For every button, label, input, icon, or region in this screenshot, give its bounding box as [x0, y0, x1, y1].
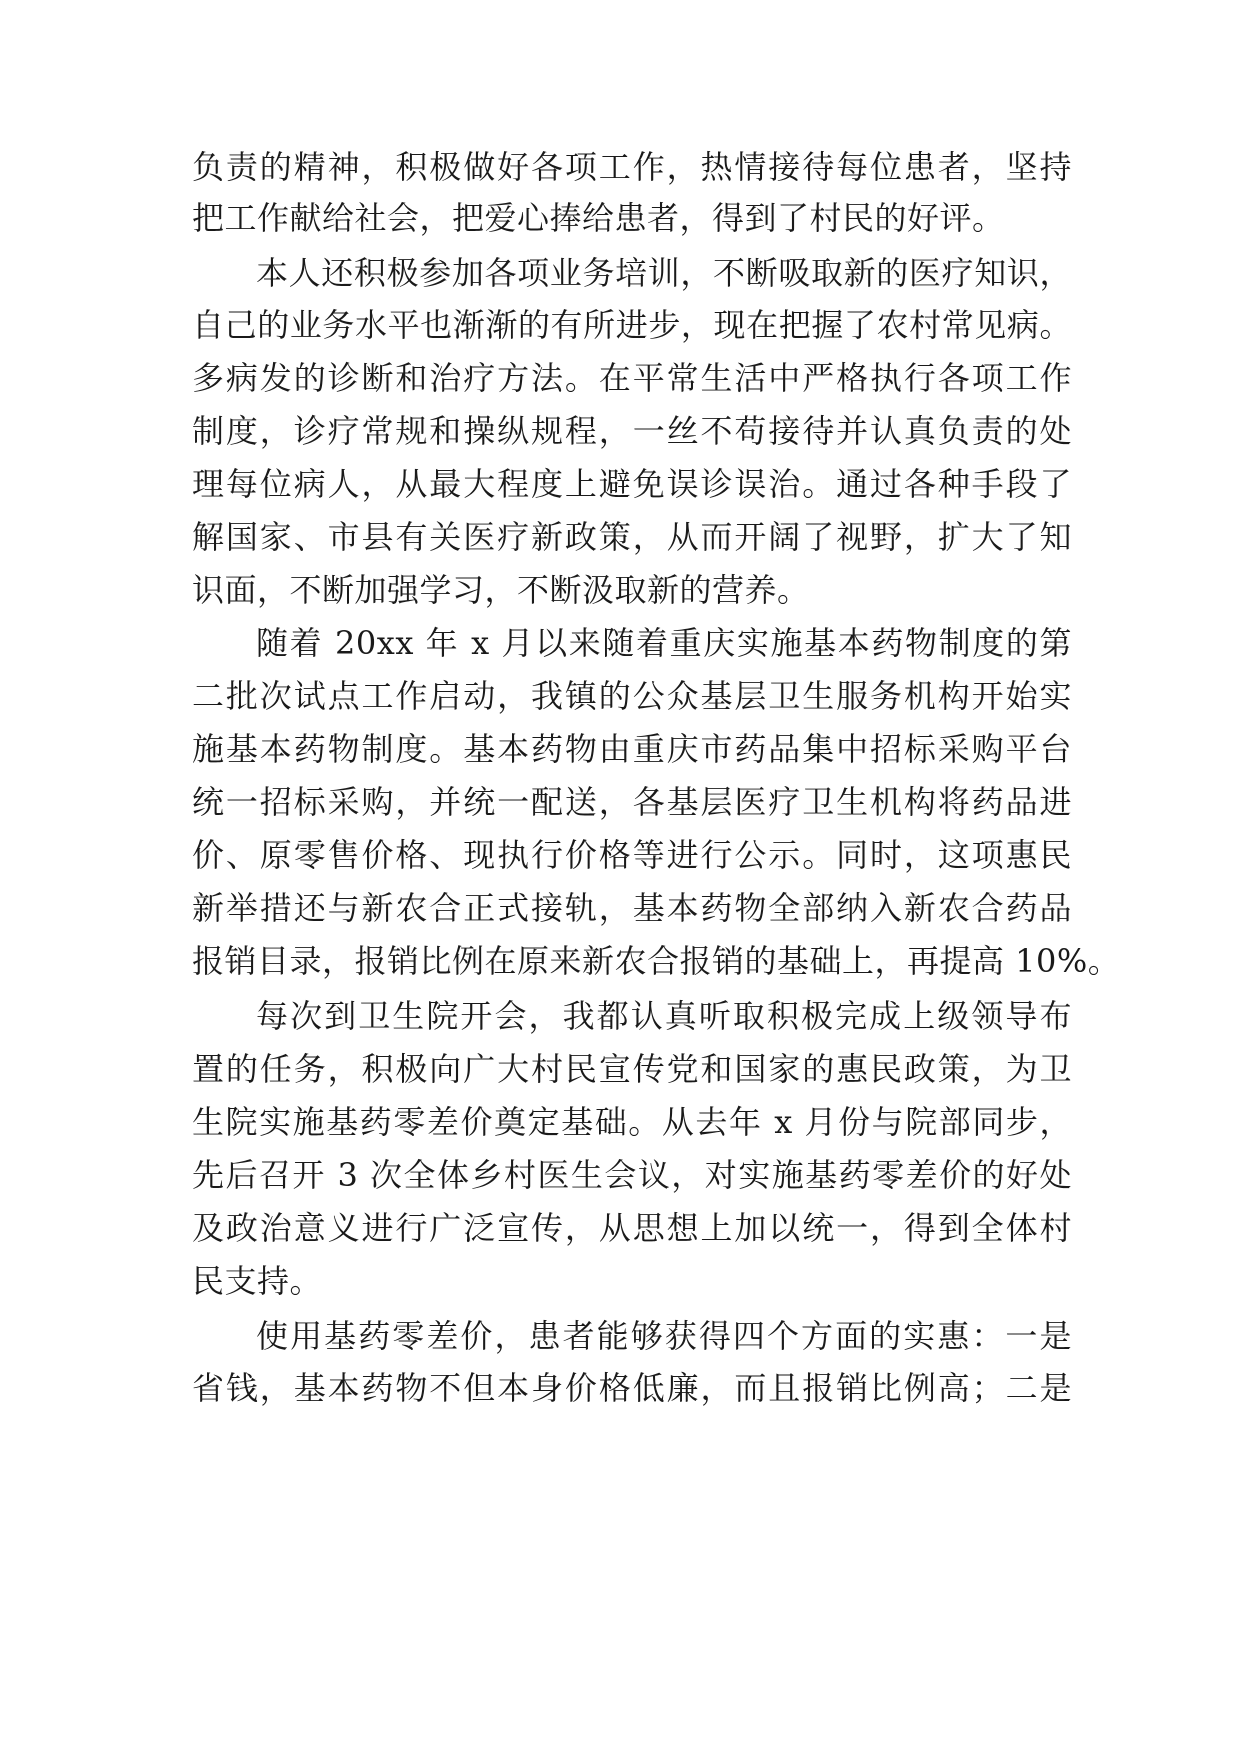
text-line: 民支持。	[192, 1262, 323, 1300]
text-line: 自己的业务水平也渐渐的有所进步，现在把握了农村常见病。	[192, 306, 1072, 344]
text-line: 解国家、市县有关医疗新政策，从而开阔了视野，扩大了知	[192, 518, 1072, 556]
paragraph-first-line: 随着 20xx 年 x 月以来随着重庆实施基本药物制度的第	[256, 624, 1072, 662]
paragraph-first-line: 本人还积极参加各项业务培训，不断吸取新的医疗知识，	[256, 254, 1072, 292]
paragraph-first-line: 使用基药零差价，患者能够获得四个方面的实惠：一是	[256, 1317, 1072, 1355]
text-line: 负责的精神，积极做好各项工作，热情接待每位患者，坚持	[192, 148, 1072, 186]
text-line: 省钱，基本药物不但本身价格低廉，而且报销比例高；二是	[192, 1369, 1072, 1407]
text-line: 识面，不断加强学习，不断汲取新的营养。	[192, 571, 810, 609]
text-line: 报销目录，报销比例在原来新农合报销的基础上，再提高 10%。	[192, 942, 1121, 980]
text-line: 先后召开 3 次全体乡村医生会议，对实施基药零差价的好处	[192, 1156, 1072, 1194]
text-line: 置的任务，积极向广大村民宣传党和国家的惠民政策，为卫	[192, 1050, 1072, 1088]
paragraph-first-line: 每次到卫生院开会，我都认真听取积极完成上级领导布	[256, 997, 1072, 1035]
text-line: 二批次试点工作启动，我镇的公众基层卫生服务机构开始实	[192, 677, 1072, 715]
text-line: 统一招标采购，并统一配送，各基层医疗卫生机构将药品进	[192, 783, 1072, 821]
text-line: 生院实施基药零差价奠定基础。从去年 x 月份与院部同步，	[192, 1103, 1072, 1141]
text-line: 制度，诊疗常规和操纵规程，一丝不苟接待并认真负责的处	[192, 412, 1072, 450]
text-line: 新举措还与新农合正式接轨，基本药物全部纳入新农合药品	[192, 889, 1072, 927]
text-line: 及政治意义进行广泛宣传，从思想上加以统一，得到全体村	[192, 1209, 1072, 1247]
text-line: 多病发的诊断和治疗方法。在平常生活中严格执行各项工作	[192, 359, 1072, 397]
text-line: 价、原零售价格、现执行价格等进行公示。同时，这项惠民	[192, 836, 1072, 874]
text-line: 施基本药物制度。基本药物由重庆市药品集中招标采购平台	[192, 730, 1072, 768]
text-line: 把工作献给社会，把爱心捧给患者，得到了村民的好评。	[192, 199, 1005, 237]
text-line: 理每位病人，从最大程度上避免误诊误治。通过各种手段了	[192, 465, 1072, 503]
